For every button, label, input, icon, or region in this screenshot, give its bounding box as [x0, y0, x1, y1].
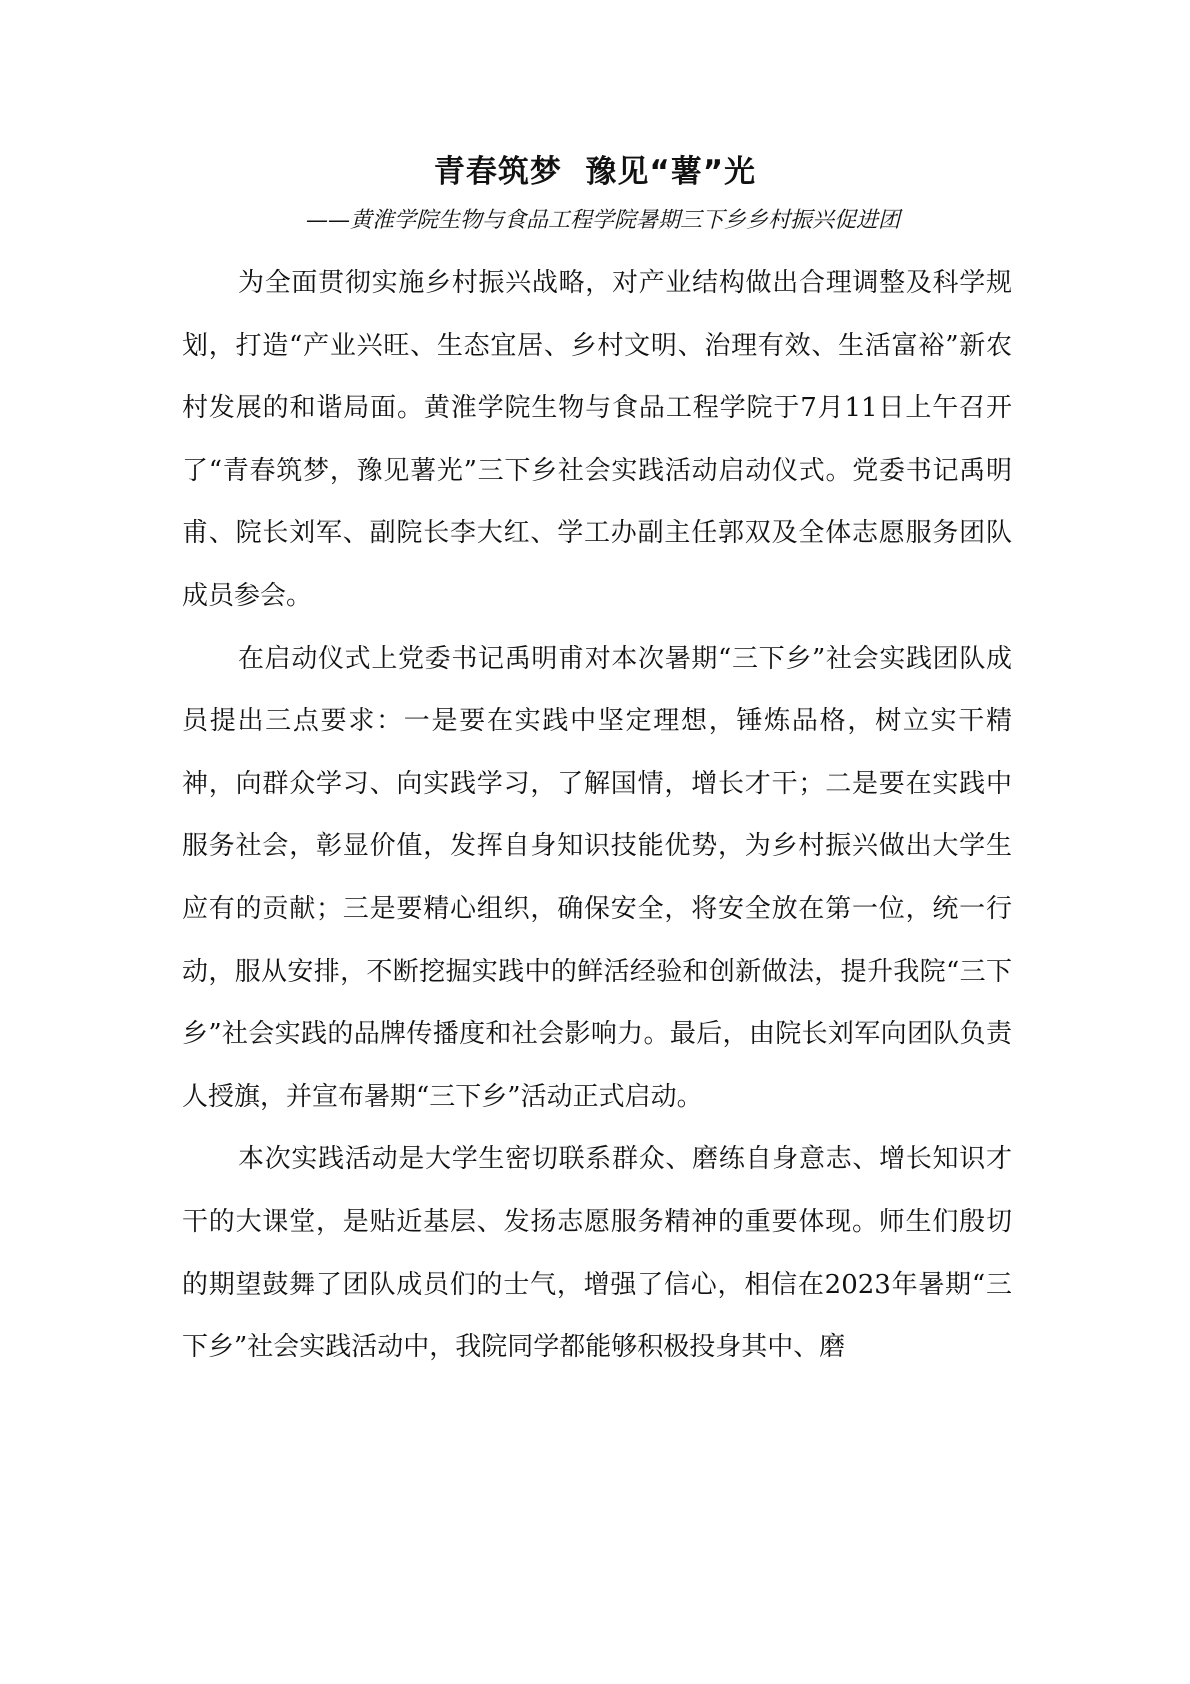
paragraph-1: 为全面贯彻实施乡村振兴战略，对产业结构做出合理调整及科学规划，打造“产业兴旺、生态宜居、乡村文明、治理有效、生活富裕”新农村发展的和谐局面。黄淮学院生物与食品工程学院于7月11日上午召开了“青春筑梦，豫见薯光”三下乡社会实践活动启动仪式。党委书记禹明甫、院长刘军、副院长李大红、学工办副主任郭双及全体志愿服务团队成员参会。 [182, 268, 1012, 611]
document-subtitle: ——黄淮学院生物与食品工程学院暑期三下乡乡村振兴促进团 [305, 208, 900, 233]
document-title: 青春筑梦 豫见“薯”光 [433, 154, 757, 190]
paragraph-3: 本次实践活动是大学生密切联系群众、磨练自身意志、增长知识才干的大课堂，是贴近基层、发扬志愿服务精神的重要体现。师生们殷切的期望鼓舞了团队成员们的士气，增强了信心，相信在2023年暑期“三下乡”社会实践活动中，我院同学都能够积极投身其中、磨 [182, 1144, 1012, 1363]
paragraph-2: 在启动仪式上党委书记禹明甫对本次暑期“三下乡”社会实践团队成员提出三点要求：一是要在实践中坚定理想，锤炼品格，树立实干精神，向群众学习、向实践学习，了解国情，增长才干；二是要在实践中服务社会，彰显价值，发挥自身知识技能优势，为乡村振兴做出大学生应有的贡献；三是要精心组织，确保安全，将安全放在第一位，统一行动，服从安排，不断挖掘实践中的鲜活经验和创新做法，提升我院“三下乡”社会实践的品牌传播度和社会影响力。最后，由院长刘军向团队负责人授旗，并宣布暑期“三下乡”活动正式启动。 [182, 643, 1012, 1112]
document-body [182, 252, 1012, 1379]
